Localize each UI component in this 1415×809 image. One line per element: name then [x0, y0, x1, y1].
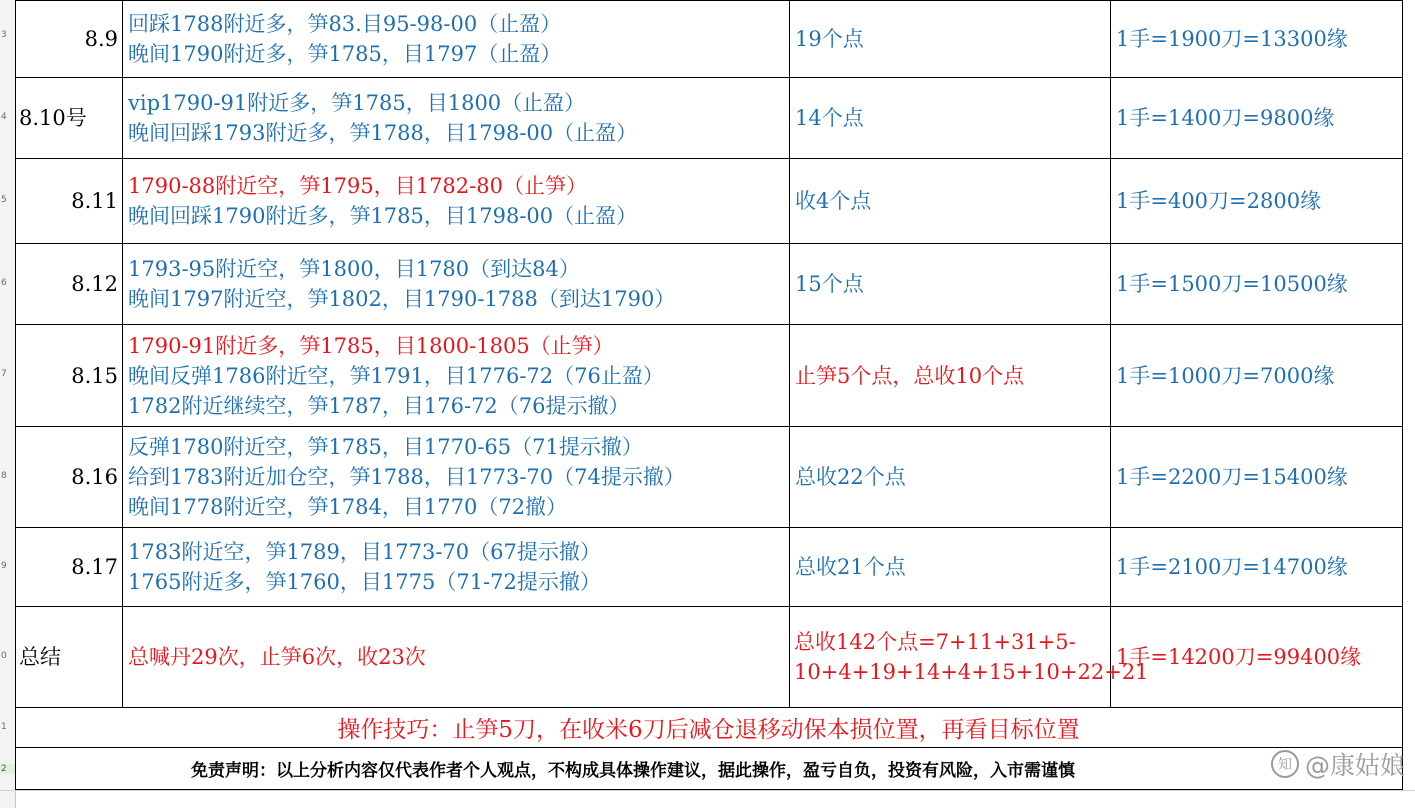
summary-points-line: 10+4+19+14+4+15+10+22+21: [794, 660, 1149, 684]
plan-line-stopped: 1790-91附近多，笋1785，目1800-1805（止笋）: [128, 333, 614, 358]
table-row: [15, 78, 1403, 159]
date-cell[interactable]: [15, 159, 123, 244]
row-number[interactable]: 4: [1, 112, 7, 122]
row-number[interactable]: 1: [1, 722, 7, 732]
trading-tip-text: 操作技巧：止笋5刀，在收米6刀后减仓退移动保本损位置，再看目标位置: [337, 717, 1080, 743]
date-cell[interactable]: [15, 427, 123, 528]
summary-text-cell[interactable]: [123, 607, 790, 708]
plan-cell[interactable]: [123, 244, 790, 325]
row-number-selected[interactable]: 2: [0, 764, 15, 774]
row-number-gutter: [0, 0, 16, 808]
points-text: 止笋5个点，总收10个点: [795, 363, 1025, 388]
points-cell[interactable]: [790, 244, 1111, 325]
money-cell[interactable]: [1111, 0, 1403, 78]
date-cell[interactable]: [15, 528, 123, 607]
date-cell[interactable]: [15, 78, 123, 159]
row-number[interactable]: 6: [1, 278, 7, 288]
table-row: [15, 0, 1403, 78]
plan-line: 回踩1788附近多，笋83.目95-98-00（止盈）: [128, 11, 562, 36]
date-text: 8.15: [71, 363, 118, 388]
plan-line: 晚间1778附近空，笋1784，目1770（72撤）: [128, 495, 568, 519]
money-cell[interactable]: [1111, 528, 1403, 607]
plan-line: 晚间1790附近多，笋1785，目1797（止盈）: [128, 41, 562, 66]
money-text: 1手=1500刀=10500缘: [1116, 272, 1348, 296]
date-text: 8.16: [71, 465, 118, 489]
money-text: 1手=2100刀=14700缘: [1116, 555, 1348, 579]
date-text: 8.10号: [19, 106, 87, 130]
plan-cell[interactable]: [123, 427, 790, 528]
money-cell[interactable]: [1111, 427, 1403, 528]
plan-line: 晚间反弹1786附近空，笋1791，目1776-72（76止盈）: [128, 363, 664, 388]
row-number[interactable]: 3: [1, 30, 7, 40]
plan-line: 反弹1780附近空，笋1785，目1770-65（71提示撤）: [128, 435, 643, 459]
disclaimer-cell[interactable]: [15, 748, 1403, 790]
plan-line-stopped: 1790-88附近空，笋1795，目1782-80（止笋）: [128, 174, 587, 198]
plan-cell[interactable]: [123, 528, 790, 607]
money-text: 1手=1400刀=9800缘: [1116, 106, 1335, 130]
date-cell[interactable]: [15, 244, 123, 325]
money-text: 1手=1900刀=13300缘: [1116, 26, 1348, 51]
row-number[interactable]: 0: [1, 651, 7, 661]
summary-money: 1手=14200刀=99400缘: [1116, 645, 1362, 669]
money-cell[interactable]: [1111, 244, 1403, 325]
plan-line: 1782附近继续空，笋1787，目176-72（76提示撤）: [128, 393, 630, 418]
row-number[interactable]: 5: [1, 195, 7, 205]
row-number[interactable]: 8: [1, 471, 7, 481]
points-text: 总收21个点: [795, 555, 906, 579]
money-text: 1手=400刀=2800缘: [1116, 189, 1322, 213]
zhihu-logo-icon: 知: [1271, 750, 1299, 778]
plan-line: 晚间回踩1790附近多，笋1785，目1798-00（止盈）: [128, 204, 638, 228]
points-cell[interactable]: [790, 528, 1111, 607]
money-text: 1手=1000刀=7000缘: [1116, 363, 1335, 388]
plan-line: 1793-95附近空，笋1800，目1780（到达84）: [128, 257, 580, 281]
money-text: 1手=2200刀=15400缘: [1116, 465, 1348, 489]
table-row: [15, 528, 1403, 607]
plan-cell[interactable]: [123, 159, 790, 244]
table-row: [15, 244, 1403, 325]
date-text: 8.12: [71, 272, 118, 296]
points-text: 19个点: [795, 26, 864, 51]
date-text: 8.17: [71, 555, 118, 579]
table-row: [15, 325, 1403, 427]
plan-cell[interactable]: [123, 0, 790, 78]
summary-row: [15, 607, 1403, 708]
date-cell[interactable]: [15, 325, 123, 427]
watermark: [1271, 746, 1405, 782]
plan-line: 给到1783附近加仓空，笋1788，目1773-70（74提示撤）: [128, 465, 685, 489]
summary-points-line: 总收142个点=7+11+31+5-: [794, 630, 1076, 654]
plan-line: 晚间1797附近空，笋1802，目1790-1788（到达1790）: [128, 287, 676, 311]
plan-line: 1765附近多，笋1760，目1775（71-72提示撤）: [128, 570, 601, 594]
summary-money-cell[interactable]: [1111, 607, 1403, 708]
points-text: 14个点: [795, 106, 864, 130]
plan-cell[interactable]: [123, 325, 790, 427]
summary-label-cell[interactable]: [15, 607, 123, 708]
summary-points-cell[interactable]: [790, 607, 1149, 708]
summary-text: 总喊丹29次，止笋6次，收23次: [128, 645, 426, 669]
plan-cell[interactable]: [123, 78, 790, 159]
points-text: 15个点: [795, 272, 864, 296]
points-cell[interactable]: [790, 427, 1111, 528]
date-cell[interactable]: [15, 0, 123, 78]
money-cell[interactable]: [1111, 325, 1403, 427]
row-number[interactable]: 7: [1, 369, 7, 379]
plan-line: 晚间回踩1793附近多，笋1788，目1798-00（止盈）: [128, 121, 638, 145]
money-cell[interactable]: [1111, 159, 1403, 244]
date-text: 8.9: [84, 26, 118, 51]
disclaimer-text: 免责声明：以上分析内容仅代表作者个人观点，不构成具体操作建议，据此操作，盈亏自负，投资有风险，入市需谨慎: [191, 761, 1075, 781]
trading-tip-cell[interactable]: [15, 708, 1403, 748]
summary-label: 总结: [19, 645, 61, 669]
money-cell[interactable]: [1111, 78, 1403, 159]
plan-line: vip1790-91附近多，笋1785，目1800（止盈）: [128, 91, 586, 115]
watermark-text: @康姑娘: [1304, 751, 1405, 780]
points-cell[interactable]: [790, 159, 1111, 244]
points-cell[interactable]: [790, 78, 1111, 159]
points-cell[interactable]: [790, 0, 1111, 78]
plan-line: 1783附近空，笋1789，目1773-70（67提示撤）: [128, 540, 601, 564]
empty-grid-row: [0, 790, 1415, 809]
points-cell[interactable]: [790, 325, 1111, 427]
date-text: 8.11: [71, 189, 118, 213]
table-row: [15, 427, 1403, 528]
table-row: [15, 159, 1403, 244]
points-text: 总收22个点: [795, 465, 906, 489]
points-text: 收4个点: [795, 189, 872, 213]
row-number[interactable]: 9: [1, 561, 7, 571]
